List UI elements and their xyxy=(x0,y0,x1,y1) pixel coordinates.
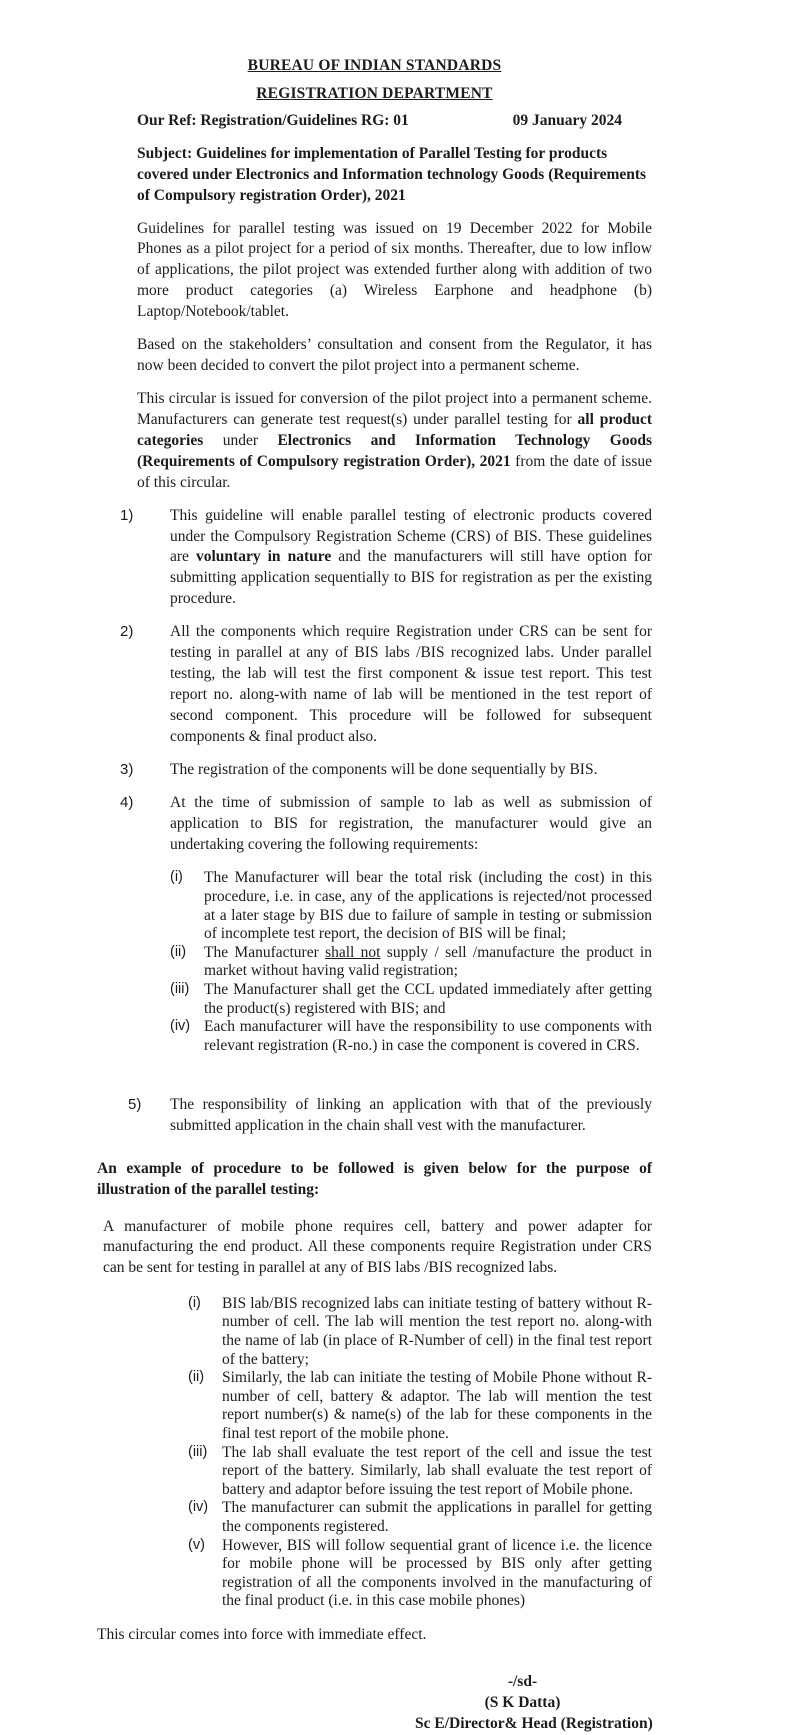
item-text: The manufacturer can submit the applications in parallel for getting the components registered. xyxy=(222,1499,652,1535)
item-text: All the components which require Registration under CRS can be sent for testing in parallel at any of BIS labs /BIS recognized labs. Under parallel testing, the lab will test the first component & issue test report. This test report no. along-with name of lab will be mentioned in the test report of second component. This procedure will be followed for subsequent components & final product also. xyxy=(170,623,652,745)
item-text: BIS lab/BIS recognized labs can initiate testing of battery without R-number of cell. The lab will mention the test report no. along-with the name of lab (in place of R-Number of cell) in the final test report of the battery; xyxy=(222,1294,652,1368)
intro-paragraph-2: Based on the stakeholders’ consultation and consent from the Regulator, it has now been decided to convert the pilot project into a permanent scheme. xyxy=(137,336,652,375)
signature-designation: Sc E/Director& Head (Registration) xyxy=(415,1714,653,1732)
reference-line xyxy=(137,111,622,132)
intro-paragraph-1: Guidelines for parallel testing was issued on 19 December 2022 for Mobile Phones as a pilot project for a period of six months. Thereafter, due to low inflow of applications, the pilot project was extended further along with addition of two more product categories (a) Wireless Earphone and headphone (b) Laptop/Notebook/tablet. xyxy=(137,219,652,321)
item-number: (i) xyxy=(170,869,183,886)
item-text: However, BIS will follow sequential grant of licence i.e. the licence for mobile phone will be processed by BIS only after getting registration of all the components involved in the manufacturing of the final product (i.e. in this case mobile phones) xyxy=(222,1536,652,1610)
item-text: The Manufacturer shall not supply / sell /manufacture the product in market without having valid registration; xyxy=(204,943,652,980)
item-number: (iii) xyxy=(188,1443,208,1460)
item-number: (ii) xyxy=(188,1369,205,1386)
signature-block xyxy=(415,1672,653,1735)
item-number: (iv) xyxy=(170,1018,191,1035)
item-text: The lab shall evaluate the test report of the cell and issue the test report of the battery. Similarly, lab shall evaluate the test report of battery and adaptor before issuing the test report of Mobile phone. xyxy=(222,1443,652,1498)
item-number: (iii) xyxy=(170,980,190,997)
item-text: This guideline will enable parallel testing of electronic products covered under the Compulsory Registration Scheme (CRS) of BIS. These guidelines are voluntary in nature and the manufacturers will still have option for submitting application sequentially to BIS for registration as per the existing procedure. xyxy=(170,506,652,608)
subject-line: Subject: Guidelines for implementation of Parallel Testing for products covered under Electronics and Information technology Goods (Requirements of Compulsory registration Order), 2021 xyxy=(137,144,647,204)
item-text: Similarly, the lab can initiate the testing of Mobile Phone without R-number of cell, battery & adaptor. The lab will mention the test report number(s) & name(s) of the lab for these components in the final test report of the mobile phone. xyxy=(222,1369,652,1442)
item-number: (i) xyxy=(188,1294,201,1311)
intro-paragraph-3: This circular is issued for conversion of the pilot project into a permanent scheme. Manufacturers can generate test request(s) under parallel testing for all product categories under Electronics and Information Technology Goods (Requirements of Compulsory registration Order), 2021 from the date of issue of this circular. xyxy=(137,389,652,491)
undertaking-item-iii xyxy=(170,981,652,1018)
numbered-item-5 xyxy=(97,1095,652,1137)
example-heading: An example of procedure to be followed is given below for the purpose of illustration of the parallel testing: xyxy=(97,1160,652,1199)
item-text: Each manufacturer will have the responsibility to use components with relevant registration (R-no.) in case the component is covered in CRS. xyxy=(204,1018,652,1054)
item-number: 3) xyxy=(120,760,134,778)
org-title: BUREAU OF INDIAN STANDARDS xyxy=(247,57,502,74)
item-number: (ii) xyxy=(170,943,187,960)
doc-date: 09 January 2024 xyxy=(512,111,622,129)
undertaking-item-iv xyxy=(170,1018,652,1055)
example-step-i xyxy=(188,1295,652,1369)
undertaking-item-i xyxy=(170,869,652,943)
example-step-v xyxy=(188,1537,652,1611)
numbered-item-1 xyxy=(97,506,652,611)
item-number: (iv) xyxy=(188,1499,209,1516)
item-number: 2) xyxy=(120,623,134,641)
numbered-item-2 xyxy=(97,622,652,748)
item-text: The registration of the components will be done sequentially by BIS. xyxy=(170,760,598,778)
ref-number: Our Ref: Registration/Guidelines RG: 01 xyxy=(137,111,409,129)
item-number: 4) xyxy=(120,793,134,811)
example-step-iv xyxy=(188,1499,652,1536)
item-text: At the time of submission of sample to lab as well as submission of application to BIS for registration, the manufacturer would give an undertaking covering the following requirements: xyxy=(170,793,652,853)
example-step-iii xyxy=(188,1444,652,1500)
item-text: The Manufacturer shall get the CCL updated immediately after getting the product(s) registered with BIS; and xyxy=(204,980,652,1017)
example-step-ii xyxy=(188,1369,652,1443)
item-text: The responsibility of linking an application with that of the previously submitted application in the chain shall vest with the manufacturer. xyxy=(170,1096,652,1135)
closing-line: This circular comes into force with immediate effect. xyxy=(97,1625,427,1643)
dept-title: REGISTRATION DEPARTMENT xyxy=(256,84,493,102)
numbered-item-4 xyxy=(97,793,652,856)
item-text: The Manufacturer will bear the total risk (including the cost) in this procedure, i.e. in case, any of the applications is rejected/not processed at a later stage by BIS due to failure of sample in testing or submission of incomplete test report, the decision of BIS will be final; xyxy=(204,869,652,943)
numbered-item-3 xyxy=(97,760,652,781)
signature-sd: -/sd- xyxy=(507,1672,538,1690)
example-intro: A manufacturer of mobile phone requires cell, battery and power adapter for manufacturing the end product. All these components require Registration under CRS can be sent for testing in parallel at any of BIS labs /BIS recognized labs. xyxy=(103,1217,652,1277)
undertaking-item-ii xyxy=(170,944,652,981)
signature-name: (S K Datta) xyxy=(484,1693,561,1711)
item-number: 1) xyxy=(120,506,134,524)
item-number: 5) xyxy=(128,1096,142,1114)
item-number: (v) xyxy=(188,1536,205,1553)
